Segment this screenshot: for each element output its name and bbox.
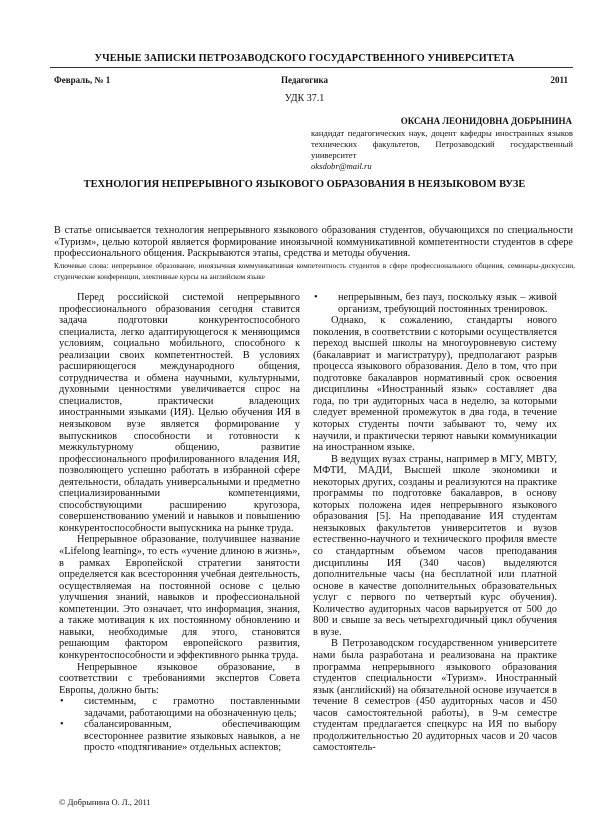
list-item [313, 292, 557, 315]
bullet-icon: • [60, 719, 64, 731]
article-title: ТЕХНОЛОГИЯ НЕПРЕРЫВНОГО ЯЗЫКОВОГО ОБРАЗОВАНИЯ В НЕЯЗЫКОВОМ ВУЗЕ [83, 179, 526, 190]
body-column-left [59, 292, 300, 754]
paragraph: Непрерывное языковое образование, в соответствии с требованиями экспертов Совета Европы, должно быть: [59, 661, 300, 696]
list-item-text: непрерывным, без пауз, поскольку язык – живой организм, требующий постоянных тренировок. [338, 292, 557, 315]
udk-code: УДК 37.1 [284, 93, 325, 104]
paragraph: В Петрозаводском государственном университете нами была разработана и реализована на практике программа непрерывного языкового образования студентов специальности «Туризм». Иностранный язык (английский) на обязательной основе изучается в течение 8 семестров (450 аудиторных часов и 450 часов самостоятельной работы), в 9-м семестре студентам предлагается спецкурс на ИЯ по выбору продолжительностью 20 аудиторных часов и 20 часов самостоятель- [313, 638, 557, 754]
author-email[interactable]: oksdobr@mail.ru [311, 161, 372, 171]
author-affiliation: кандидат педагогических наук, доцент кафедры иностранных языков технических факультетов, Петрозаводский государственный университет [311, 128, 573, 160]
paragraph: Непрерывное образование, получившее название «Lifelong learning», то есть «учение длиною в жизнь», в рамках Европейской стратегии занятости определяется как всесторонняя учебная деятельность, осуществляемая на постоянной основе с целью улучшения знаний, навыков и профессиональной компетенции. Это означает, что информация, знания, а также мотивация к их постоянному обновлению и навыки, необходимые для этого, становятся решающим фактором европейского развития, конкурентоспособности и эффективного рынка труда. [59, 534, 300, 661]
bullet-icon: • [314, 292, 318, 303]
keywords: Ключевые слова: непрерывное образование, иноязычная коммуникативная компетентность студентов в сфере профессионального общения, семинары-дискуссии, студенческие конференции, элективные курсы на английском языке [54, 261, 575, 281]
journal-title: УЧЕНЫЕ ЗАПИСКИ ПЕТРОЗАВОДСКОГО ГОСУДАРСТВЕННОГО УНИВЕРСИТЕТА [94, 53, 515, 64]
list-item-text: сбалансированным, обеспечивающим всестороннее развитие языковых навыков, а не просто «подтягивание» отдельных аспектов; [84, 719, 300, 754]
abstract: В статье описывается технология непрерывного языкового образования студентов, обучающихся по специальности «Туризм», целью которой является формирование иноязычной коммуникативной компетентности студентов в сфере профессионального общения. Раскрываются этапы, средства и методы обучения. [54, 225, 573, 260]
body-column-right [313, 292, 557, 754]
bullet-icon: • [60, 696, 64, 708]
list-item-text: системным, с грамотно поставленными задачами, работающими на обозначенную цель; [84, 696, 300, 719]
issue-label: Февраль, № 1 [54, 75, 111, 85]
requirements-list [59, 696, 300, 754]
copyright: © Добрынина О. Л., 2011 [59, 797, 151, 807]
list-item [59, 719, 300, 754]
section-label: Педагогика [280, 75, 329, 85]
author-name: ОКСАНА ЛЕОНИДОВНА ДОБРЫНИНА [400, 116, 572, 126]
year-label: 2011 [550, 75, 568, 85]
list-item [59, 696, 300, 719]
requirements-list-continued [313, 292, 557, 315]
paragraph: В ведущих вузах страны, например в МГУ, МВТУ, МФТИ, МАДИ, Высшей школе экономики и некоторых других, созданы и реализуются на практике программы по подготовке бакалавров, в основу которых положена идея непрерывного языкового образования [5]. На преподавание ИЯ студентам неязыковых факультетов университетов и вузов естественно-научного и технического профиля вместе со стандартным объемом часов преподавания дисциплины ИЯ (340 часов) выделяются дополнительные часы (на бесплатной или платной основе в качестве дополнительных образовательных услуг с первого по четвертый курс обучения). Количество аудиторных часов варьируется от 500 до 800 и свыше за весь четырехгодичный цикл обучения в вузе. [313, 453, 557, 638]
header-rule [50, 67, 573, 68]
author-affiliation-block [311, 128, 573, 172]
paragraph: Перед российской системой непрерывного профессионального образования сегодня ставится задача подготовки конкурентоспособного специалиста, легко адаптирующегося к меняющимся условиям, социально мобильного, способного к реализации своих компетентностей. В условиях расширяющегося международного общения, сотрудничества и обмена научными, культурными, духовными ценностями увеличивается спрос на специалистов, практически владеющих иностранными языками (ИЯ). Целью обучения ИЯ в неязыковом вузе является формирование у выпускников способности и готовности к межкультурному общению, развитие профессионального профилированного владения ИЯ, позволяющего успешно работать в избранной сфере деятельности, обладать универсальными и предметно специализированными компетенциями, способствующими расширению кругозора, совершенствованию умений и навыков и повышению конкурентоспособности выпускника на рынке труда. [59, 292, 300, 534]
paragraph: Однако, к сожалению, стандарты нового поколения, в соответствии с которыми осуществляется переход высшей школы на многоуровневую систему (бакалавриат и магистратуру), предполагают разрыв процесса языкового образования. Дело в том, что при подготовке бакалавров нормативный срок освоения дисциплины «Иностранный язык» составляет два года, по три аудиторных часа в неделю, за которыми следует временной промежуток в два года, в течение которых студенты почти забывают то, чему их научили, и практически теряют навыки коммуникации на иностранном языке. [313, 315, 557, 454]
